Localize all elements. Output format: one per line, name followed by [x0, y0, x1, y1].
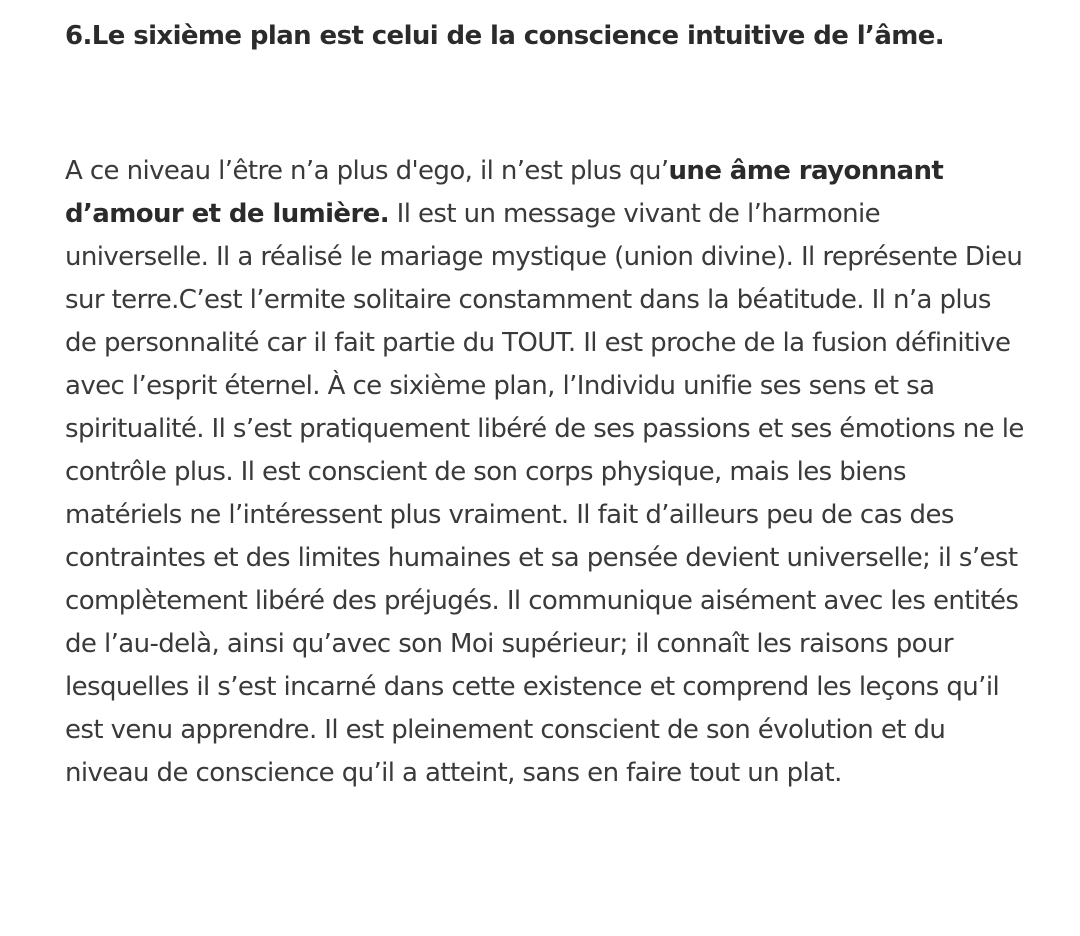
paragraph-body: Il est un message vivant de l’harmonie universelle. Il a réalisé le mariage mystique (union divine). Il représente Dieu sur terre.C’est l’ermite solitaire constamment dans la béatitude. Il n’a plus de personnalité car il fait partie du TOUT. Il est proche de la fusion définitive avec l’esprit éternel. À ce sixième plan, l’Individu unifie ses sens et sa spiritualité. Il s’est pratiquement libéré de ses passions et ses émotions ne le contrôle plus. Il est conscient de son corps physique, mais les biens matériels ne l’intéressent plus vraiment. Il fait d’ailleurs peu de cas des contraintes et des limites humaines et sa pensée devient universelle; il s’est complètement libéré des préjugés. Il communique aisément avec les entités de l’au-delà, ainsi qu’avec son Moi supérieur; il connaît les raisons pour lesquelles il s’est incarné dans cette existence et comprend les leçons qu’il est venu apprendre. Il est pleinement conscient de son évolution et du niveau de conscience qu’il a atteint, sans en faire tout un plat. [65, 198, 1024, 788]
paragraph-emphasis: une âme rayonnant d’amour et de lumière. [65, 155, 944, 229]
body-paragraph [65, 150, 1025, 795]
paragraph-intro: A ce niveau l’être n’a plus d'ego, il n’est plus qu’ [65, 155, 669, 186]
article [65, 20, 1025, 795]
section-heading: 6.Le sixième plan est celui de la conscience intuitive de l’âme. [65, 21, 945, 51]
